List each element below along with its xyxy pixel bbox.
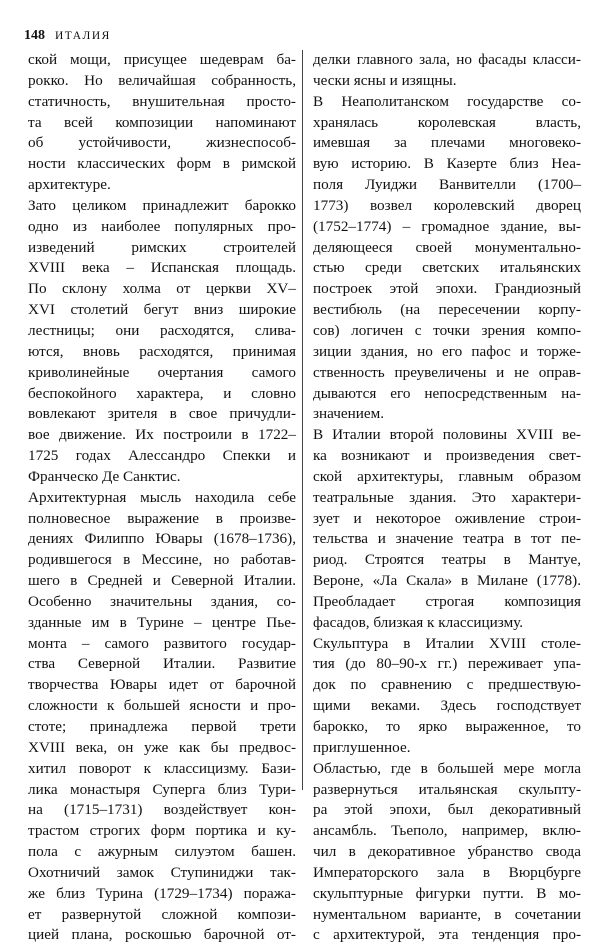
text-line: Архитектурная мысль находила себе [28, 488, 296, 506]
text-line: статичность, внушительная просто- [28, 92, 296, 110]
text-line: ка возникают и произведения свет- [313, 447, 581, 465]
text-line: вестибюль (на пересечении корпу- [313, 301, 581, 319]
text-line: беспокойного характера, и словно [28, 384, 296, 402]
text-line: зиции здания, но его пафос и торже- [313, 342, 581, 360]
text-line: театральные здания. Это характери- [313, 488, 581, 506]
text-line: щими веками. Здесь господствует [313, 697, 581, 715]
text-line: Преобладает строгая композиция [313, 592, 581, 610]
text-line: родившегося в Мессине, но работав- [28, 551, 296, 569]
text-line: значением. [313, 405, 385, 423]
text-line: творчества Ювары идет от барочной [28, 676, 296, 694]
column-divider [302, 50, 303, 790]
text-line: XVIII века – Испанская площадь. [28, 259, 296, 277]
text-line: зует и некоторое оживление строи- [313, 509, 581, 527]
text-line: чил в декоративное убранство свода [313, 843, 581, 861]
text-line: криволинейные очертания самого [28, 363, 296, 381]
text-line: цией плана, роскошью барочной от- [28, 926, 296, 944]
text-line: рокко. Но величайшая собранность, [28, 71, 296, 89]
text-line: нументальном варианте, в сочетании [313, 905, 581, 923]
text-line: об устойчивости, жизнеспособ- [28, 134, 296, 152]
text-line: тия (до 80–90-х гг.) переживает упа- [313, 655, 581, 673]
text-line: деляющееся своей монументально- [313, 238, 581, 256]
text-line: ственность преувеличены и не оправ- [313, 363, 581, 381]
text-line: хитил поворот к классицизму. Бази- [28, 759, 296, 777]
text-line: трастом строгих форм портика и ку- [28, 822, 296, 840]
text-line: риод. Строятся театры в Мантуе, [313, 551, 581, 569]
text-line: По склону холма от церкви XV– [28, 280, 296, 298]
text-line: Зато целиком принадлежит барокко [28, 196, 296, 214]
running-head: ИТАЛИЯ [55, 30, 111, 42]
text-line: изведений римских строителей [28, 238, 296, 256]
text-line: тельства и значение театра в тот пе- [313, 530, 581, 548]
page-number: 148 [24, 28, 45, 43]
text-line: Франческо Де Санктис. [28, 467, 181, 485]
text-line: вую историю. В Казерте близ Неа- [313, 155, 581, 173]
text-line: ет развернутой сложной компози- [28, 905, 296, 923]
text-line: имевшая за плечами многовеко- [313, 134, 581, 152]
text-line: построек этой эпохи. Грандиозный [313, 280, 581, 298]
text-line: Императорского зала в Вюрцбурге [313, 863, 581, 881]
text-line: пола с ажурным силуэтом башен. [28, 843, 296, 861]
text-line: та всей композиции напоминают [28, 113, 296, 131]
text-line: архитектуре. [28, 176, 111, 194]
text-line: полновесное выражение в произве- [28, 509, 296, 527]
text-line: стоте; принадлежа первой трети [28, 718, 296, 735]
text-line: делки главного зала, но фасады класси- [313, 51, 581, 68]
text-line: ской архитектуры, главным образом [313, 467, 581, 485]
text-line: хранялась королевская власть, [313, 113, 581, 131]
text-line: лика монастыря Суперга близ Тури- [28, 780, 296, 798]
text-line: поля Луиджи Ванвителли (1700– [313, 176, 581, 194]
text-line: монта – самого развитого государ- [28, 634, 296, 652]
text-line: с архитектурой, эта тенденция про- [313, 926, 581, 944]
text-line: на (1715–1731) воздействует кон- [28, 801, 296, 819]
text-line: ности классических форм в римской [28, 155, 296, 173]
text-line: В Италии второй половины XVIII ве- [313, 426, 581, 444]
text-line: вое движение. Их построили в 1722– [28, 426, 296, 444]
text-line: Охотничий замок Ступиниджи так- [28, 863, 296, 881]
text-line: стью среди светских итальянских [313, 259, 581, 277]
text-line: дениях Филиппо Ювары (1678–1736), [28, 530, 296, 548]
text-line: 1773) возвел королевский дворец [313, 196, 581, 214]
text-line: сложности к большей ясности и про- [28, 697, 296, 715]
text-line: фасадов, близкая к классицизму. [313, 613, 524, 631]
text-line: ются, вновь расходятся, принимая [28, 342, 296, 360]
text-line: зданные им в Турине – центре Пье- [28, 613, 296, 631]
text-line: док по сравнению с предшествую- [313, 676, 581, 694]
left-text-column [28, 50, 296, 946]
text-line: ской мощи, присущее шедеврам ба- [28, 51, 296, 68]
page-header [24, 26, 111, 44]
text-line: (1752–1774) – громадное здание, вы- [313, 217, 581, 235]
text-line: В Неаполитанском государстве со- [313, 92, 581, 110]
text-line: шего в Средней и Северной Италии. [28, 572, 296, 590]
text-line: барокко, то ярко выраженное, то [313, 718, 581, 735]
right-text-column [313, 50, 581, 946]
text-line: Вероне, «Ла Скала» в Милане (1778). [313, 572, 581, 590]
text-line: же близ Турина (1729–1734) поража- [28, 884, 296, 902]
text-line: XVIII века, он уже как бы предвос- [28, 738, 296, 756]
text-line: лестницы; они расходятся, слива- [28, 321, 296, 339]
text-line: приглушенное. [313, 738, 411, 756]
text-line: ра этой эпохи, был декоративный [313, 801, 581, 819]
text-line: Скульптура в Италии XVIII столе- [313, 634, 581, 652]
text-line: 1725 годах Алессандро Спекки и [28, 447, 296, 465]
text-line: Особенно значительны здания, со- [28, 592, 296, 610]
text-line: ансамбль. Тьеполо, например, вклю- [313, 822, 581, 840]
text-line: Областью, где в большей мере могла [313, 759, 581, 777]
text-line: XVI столетий бегут вниз широкие [28, 301, 296, 319]
text-line: развернуться итальянская скульпту- [313, 780, 581, 798]
text-line: скульптурные фигурки путти. В мо- [313, 884, 581, 902]
text-line: одно из наиболее популярных про- [28, 217, 296, 235]
text-line: вовлекают зрителя в свое причудли- [28, 405, 296, 423]
text-line: ства Северной Италии. Развитие [28, 655, 296, 673]
text-line: дываются его непосредственным на- [313, 384, 581, 402]
text-line: сов) логичен с точки зрения компо- [313, 321, 581, 339]
text-line: чески ясны и изящны. [313, 71, 457, 89]
